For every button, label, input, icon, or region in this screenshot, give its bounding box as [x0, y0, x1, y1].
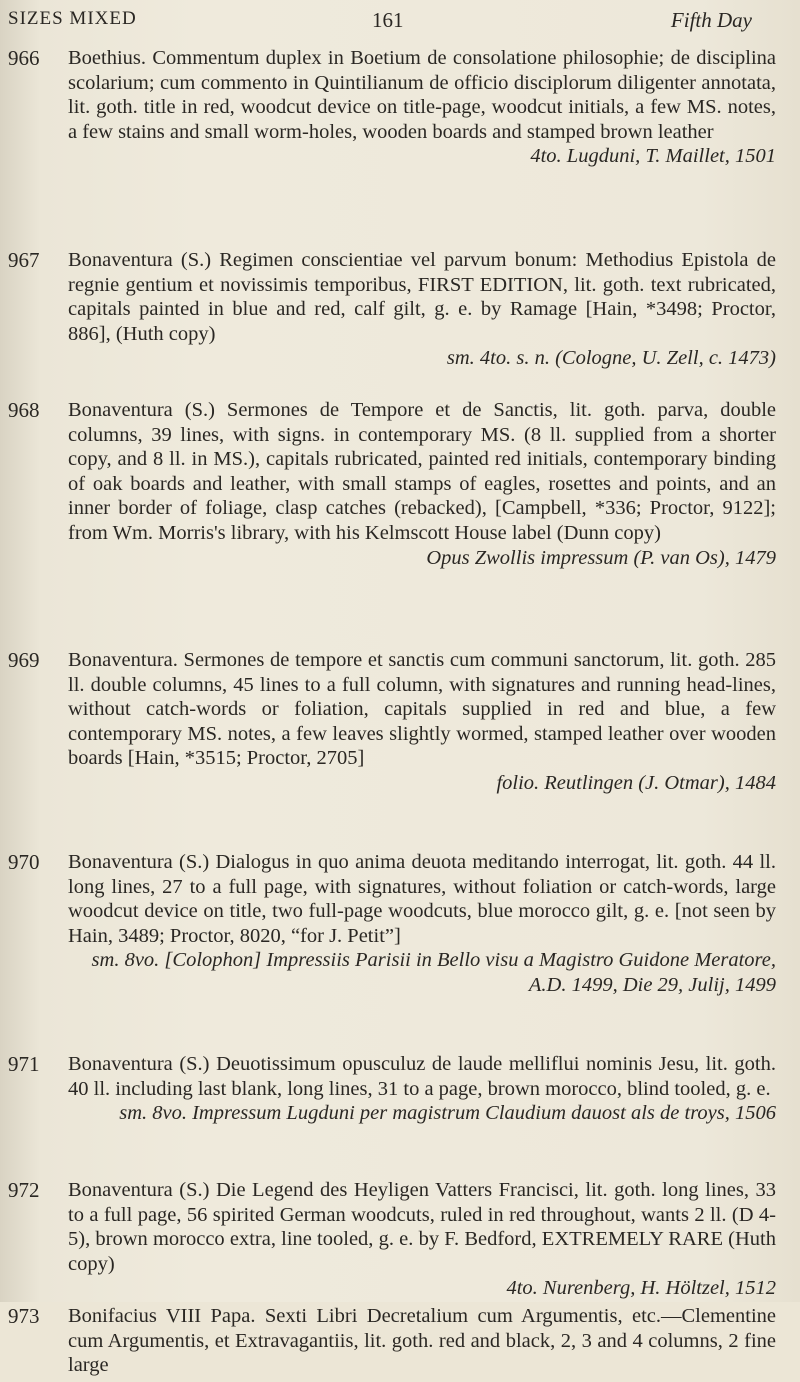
lot-number: 973	[8, 1304, 40, 1328]
lot-description	[68, 46, 776, 169]
lot-number: 971	[8, 1052, 40, 1076]
page-number: 161	[372, 8, 404, 32]
header-section-title: SIZES MIXED	[8, 8, 137, 29]
lot-number: 969	[8, 648, 40, 672]
lot-description	[68, 648, 776, 796]
lot-entry-968	[0, 398, 800, 646]
lot-text: Bonaventura. Sermones de tempore et sanctis cum communi sanctorum, lit. goth. 285 ll. double columns, 45 lines to a full column, with signatures and running head-lines, without catch-words or foliation, capitals supplied in red and blue, a few contemporary MS. notes, a few leaves slightly wormed, stamped leather over wooden boards [Hain, *3515; Proctor, 2705]	[68, 649, 776, 770]
lot-entry-967	[0, 248, 800, 396]
lot-entry-966	[0, 46, 800, 246]
lot-number: 972	[8, 1178, 40, 1202]
lot-imprint: sm. 8vo. [Colophon] Impressiis Parisii in Bello visu a Magistro Guidone Meratore, A.D. 1499, Die 29, Julij, 1499	[91, 949, 776, 996]
lot-list	[0, 46, 800, 1382]
lot-number: 970	[8, 850, 40, 874]
lot-text: Bonaventura (S.) Regimen conscientiae vel parvum bonum: Methodius Epistola de regnie gentium et novissimis temporibus, FIRST EDITION, lit. goth. text rubricated, capitals painted in blue and red, calf gilt, g. e. by Ramage [Hain, *3498; Proctor, 886], (Huth copy)	[68, 249, 776, 345]
lot-text: Bonaventura (S.) Deuotissimum opusculuz de laude melliflui nominis Jesu, lit. goth. 40 ll. including last blank, long lines, 31 to a page, brown morocco, blind tooled, g. e.	[68, 1053, 776, 1100]
lot-text: Bonaventura (S.) Die Legend des Heyligen Vatters Francisci, lit. goth. long lines, 33 to a full page, 56 spirited German woodcuts, ruled in red throughout, wants 2 ll. (D 4-5), brown morocco extra, line tooled, g. e. by F. Bedford, EXTREMELY RARE (Huth copy)	[68, 1179, 776, 1275]
lot-entry-973	[0, 1304, 800, 1380]
lot-imprint: Opus Zwollis impressum (P. van Os), 1479	[426, 546, 776, 569]
lot-text: Bonaventura (S.) Dialogus in quo anima deuota meditando interrogat, lit. goth. 44 ll. long lines, 27 to a full page, with signatures, without foliation or catch-words, large woodcut device on title, two full-page woodcuts, blue morocco gilt, g. e. [not seen by Hain, 3489; Proctor, 8020, “for J. Petit”]	[68, 851, 776, 947]
lot-imprint: 4to. Nurenberg, H. Höltzel, 1512	[506, 1277, 776, 1300]
lot-entry-970	[0, 850, 800, 1050]
lot-number: 966	[8, 46, 40, 70]
lot-entry-972	[0, 1178, 800, 1302]
lot-text: Bonifacius VIII Papa. Sexti Libri Decretalium cum Argumentis, etc.—Clementine cum Argumentis, et Extravagantiis, lit. goth. red and black, 2, 3 and 4 columns, 2 fine large	[68, 1305, 776, 1377]
lot-text: Bonaventura (S.) Sermones de Tempore et de Sanctis, lit. goth. parva, double columns, 39 lines, with signs. in contemporary MS. (8 ll. supplied from a shorter copy, and 8 ll. in MS.), capitals rubricated, painted red initials, contemporary binding of oak boards and leather, with small stamps of eagles, rosettes and points, and an inner border of foliage, clasp catches (rebacked), [Campbell, *336; Proctor, 9122]; from Wm. Morris's library, with his Kelmscott House label (Dunn copy)	[68, 399, 776, 544]
lot-description	[68, 1052, 776, 1126]
lot-description	[68, 1178, 776, 1301]
lot-number: 968	[8, 398, 40, 422]
lot-imprint: sm. 8vo. Impressum Lugduni per magistrum Claudium dauost als de troys, 1506	[119, 1102, 776, 1125]
lot-text: Boethius. Commentum duplex in Boetium de consolatione philosophie; de disciplina scolarium; cum commento in Quintilianum de officio disciplorum diligenter annotata, lit. goth. title in red, woodcut device on title-page, woodcut initials, a few MS. notes, a few stains and small worm-holes, wooden boards and stamped brown leather	[68, 47, 776, 143]
lot-number: 967	[8, 248, 40, 272]
lot-description	[68, 1304, 776, 1378]
lot-imprint: sm. 4to. s. n. (Cologne, U. Zell, c. 1473)	[446, 347, 776, 370]
lot-description	[68, 850, 776, 998]
lot-description	[68, 398, 776, 570]
header-day: Fifth Day	[670, 8, 752, 32]
lot-imprint: folio. Reutlingen (J. Otmar), 1484	[496, 771, 776, 794]
lot-entry-969	[0, 648, 800, 848]
lot-imprint: 4to. Lugduni, T. Maillet, 1501	[530, 145, 776, 168]
running-header	[0, 8, 800, 36]
lot-description	[68, 248, 776, 371]
lot-entry-971	[0, 1052, 800, 1176]
